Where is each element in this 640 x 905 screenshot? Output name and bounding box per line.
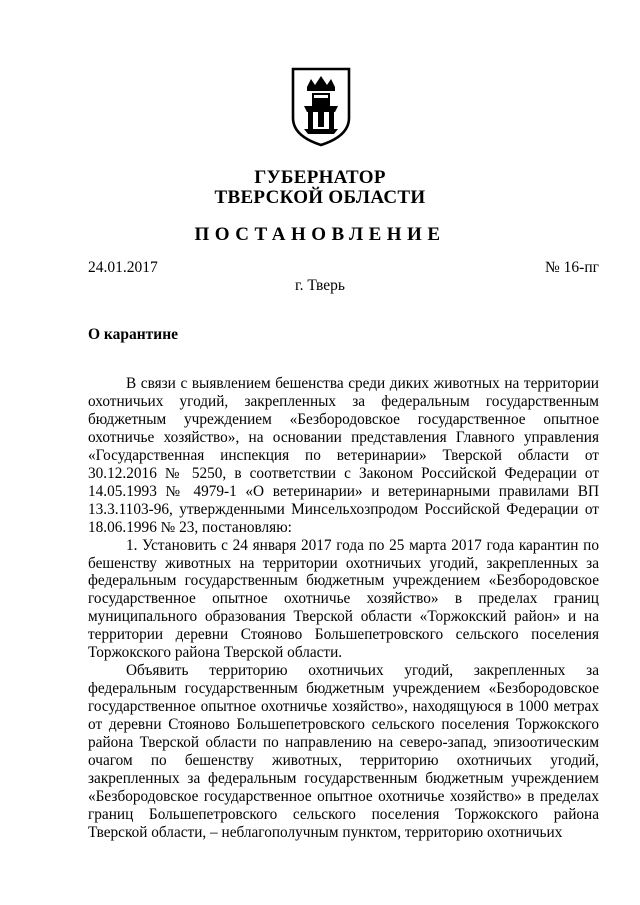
issuer-title-line2: ТВЕРСКОЙ ОБЛАСТИ bbox=[214, 187, 426, 208]
document-type-title: ПОСТАНОВЛЕНИЕ bbox=[194, 224, 446, 245]
document-subject: О карантине bbox=[88, 326, 179, 343]
tver-coat-of-arms-icon bbox=[290, 66, 352, 148]
body-paragraph: В связи с выявлением бешенства среди диких животных на территории охотничьих угодий, закрепленных за федеральным государственным бюджетным учреждением «Безбородовское государственное опытное охотничье хозяйство», на основании представления Главного управления «Государственная инспекция по ветеринарии» Тверской области от 30.12.2016 № 5250, в соответствии с Законом Российской Федерации от 14.05.1993 № 4979-1 «О ветеринарии» и ветеринарными правилами ВП 13.3.1103-96, утвержденными Минсельхозпродом Российской Федерации от 18.06.1996 № 23, постановляю: bbox=[88, 375, 599, 536]
document-number: № 16-пг bbox=[545, 259, 599, 276]
document-date: 24.01.2017 bbox=[88, 259, 158, 276]
document-body bbox=[88, 375, 599, 842]
document-city: г. Тверь bbox=[295, 277, 345, 294]
body-paragraph: Объявить территорию охотничьих угодий, закрепленных за федеральным государственным бюджетным учреждением «Безбородовское государственное опытное охотничье хозяйство», находящуюся в 1000 метрах от деревни Стояново Большепетровского сельского поселения Торжокского района Тверской области по направлению на северо-запад, эпизоотическим очагом по бешенству животных, территорию охотничьих угодий, закрепленных за федеральным государственным бюджетным учреждением «Безбородовское государственное опытное охотничье хозяйство» в пределах границ Большепетровского сельского поселения Торжокского района Тверской области, – неблагополучным пунктом, территорию охотничьих bbox=[88, 662, 599, 841]
body-paragraph: 1. Установить с 24 января 2017 года по 25 марта 2017 года карантин по бешенству животных на территории охотничьих угодий, закрепленных за федеральным государственным бюджетным учреждением «Безбородовское государственное опытное охотничье хозяйство» в пределах границ муниципального образования Тверской области «Торжокский район» и на территории деревни Стояново Большепетровского сельского поселения Торжокского района Тверской области. bbox=[88, 536, 599, 662]
issuer-title-line1: ГУБЕРНАТОР bbox=[254, 167, 386, 188]
